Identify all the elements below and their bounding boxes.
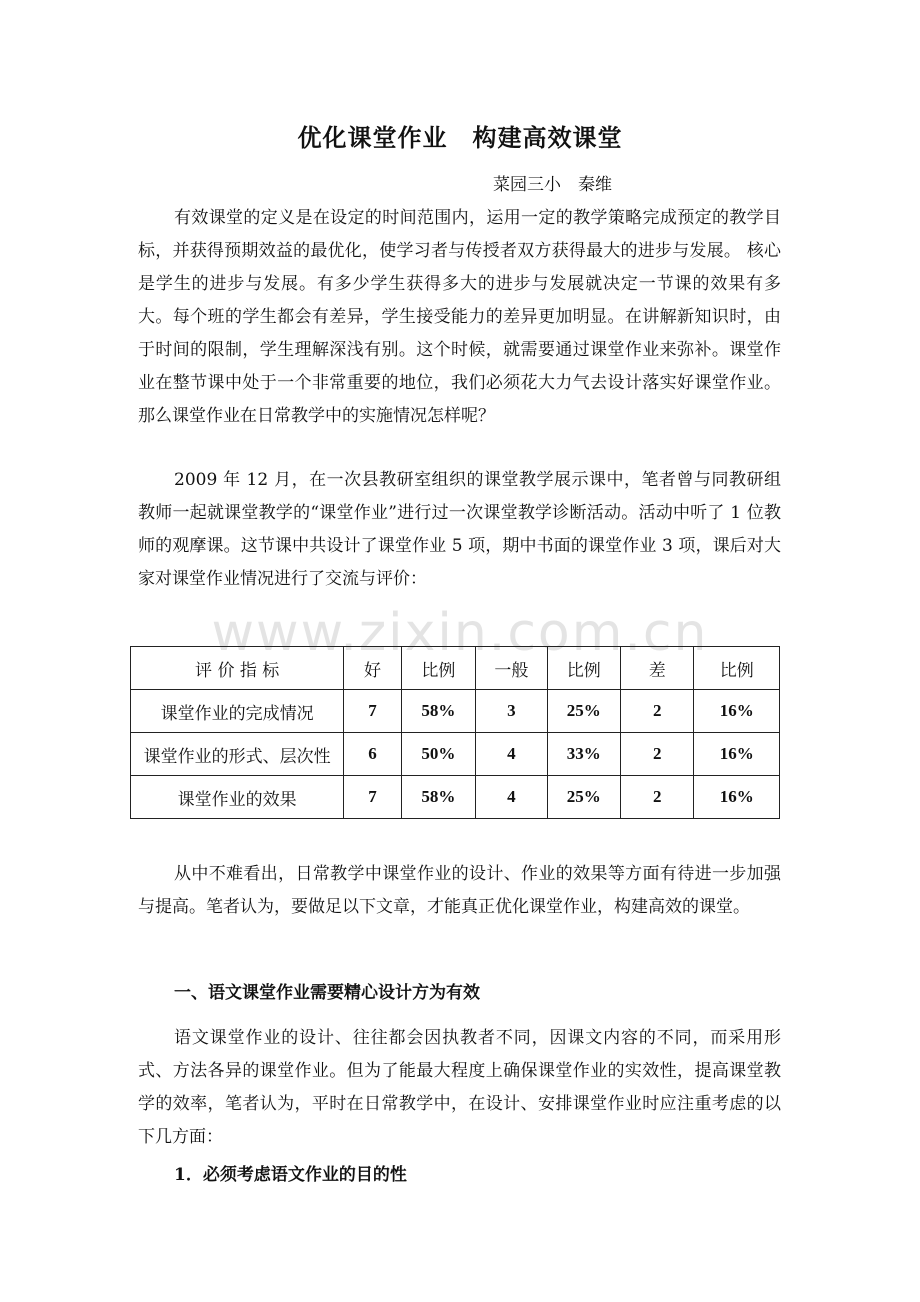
table-cell-indicator: 课堂作业的完成情况: [131, 690, 344, 733]
table-row: [131, 733, 780, 776]
table-cell: 7: [344, 690, 401, 733]
table-header-cell: 差: [620, 647, 693, 690]
paragraph-conclusion: 从中不难看出，日常教学中课堂作业的设计、作业的效果等方面有待进一步加强与提高。笔者认为，要做足以下文章，才能真正优化课堂作业，构建高效的课堂。: [138, 864, 781, 917]
table-cell: 6: [344, 733, 401, 776]
document-title: 优化课堂作业 构建高效课堂: [297, 123, 623, 152]
table-header-cell: 比例: [547, 647, 620, 690]
table-cell: 58%: [401, 776, 475, 819]
table-header-cell: 一般: [476, 647, 547, 690]
paragraph-activity: 2009 年 12 月，在一次县教研室组织的课堂教学展示课中，笔者曾与同教研组教师一起就课堂教学的“课堂作业”进行过一次课堂教学诊断活动。活动中听了 1 位教师的观摩课。这节课中共设计了课堂作业 5 项，期中书面的课堂作业 3 项，课后对大家对课堂作业情况进行了交流与评价：: [138, 470, 781, 589]
paragraph-intro: 有效课堂的定义是在设定的时间范围内，运用一定的教学策略完成预定的教学目标，并获得预期效益的最优化，使学习者与传授者双方获得最大的进步与发展。 核心是学生的进步与发展。有多少学生获得多大的进步与发展就决定一节课的效果有多大。每个班的学生都会有差异，学生接受能力的差异更加明显。在讲解新知识时，由于时间的限制，学生理解深浅有别。这个时候，就需要通过课堂作业来弥补。课堂作业在整节课中处于一个非常重要的地位，我们必须花大力气去设计落实好课堂作业。那么课堂作业在日常教学中的实施情况怎样呢？: [138, 208, 781, 426]
paragraph-section-1: 语文课堂作业的设计、往往都会因执教者不同，因课文内容的不同，而采用形式、方法各异的课堂作业。但为了能最大程度上确保课堂作业的实效性，提高课堂教学的效率，笔者认为，平时在日常教学中，在设计、安排课堂作业时应注重考虑的以下几方面：: [138, 1028, 781, 1147]
table-cell: 7: [344, 776, 401, 819]
table-cell: 2: [620, 733, 693, 776]
table-cell: 16%: [694, 733, 780, 776]
table-cell: 25%: [547, 776, 620, 819]
table-cell: 16%: [694, 776, 780, 819]
table-cell: 33%: [547, 733, 620, 776]
table-cell: 2: [620, 690, 693, 733]
table-cell: 58%: [401, 690, 475, 733]
table-cell: 50%: [401, 733, 475, 776]
table-cell: 4: [476, 733, 547, 776]
table-cell: 16%: [694, 690, 780, 733]
table-cell-indicator: 课堂作业的形式、层次性: [131, 733, 344, 776]
table-row: [131, 690, 780, 733]
table-cell: 25%: [547, 690, 620, 733]
author-line: 菜园三小 秦维: [493, 175, 612, 195]
watermark: www.zixin.com.cn: [211, 603, 709, 663]
table-row: [131, 776, 780, 819]
table-header-cell: 好: [344, 647, 401, 690]
subsection-heading-1: 1．必须考虑语文作业的目的性: [174, 1165, 407, 1185]
table-cell-indicator: 课堂作业的效果: [131, 776, 344, 819]
table-header-cell: 评 价 指 标: [131, 647, 344, 690]
table-header-row: [131, 647, 780, 690]
section-heading-1: 一、语文课堂作业需要精心设计方为有效: [174, 983, 480, 1003]
table-header-cell: 比例: [401, 647, 475, 690]
evaluation-table: [130, 646, 780, 819]
table-cell: 3: [476, 690, 547, 733]
table-header-cell: 比例: [694, 647, 780, 690]
table-cell: 4: [476, 776, 547, 819]
table-cell: 2: [620, 776, 693, 819]
